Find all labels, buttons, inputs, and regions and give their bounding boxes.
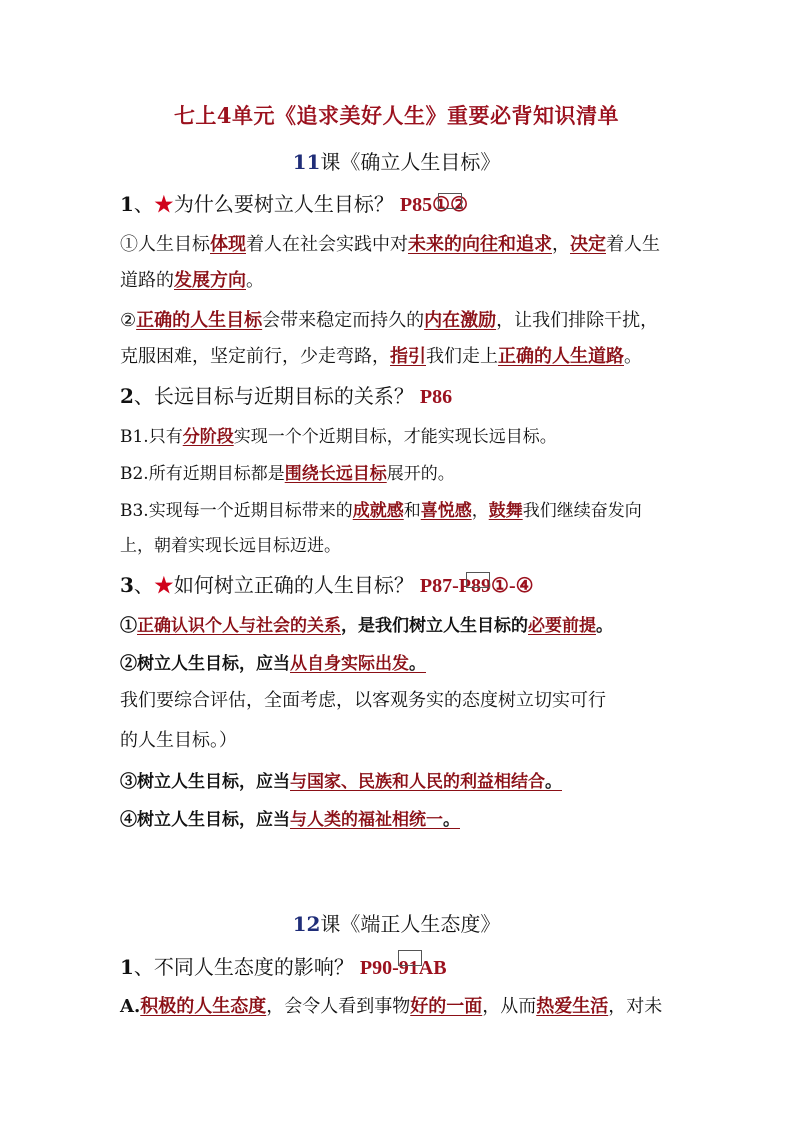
- page-reference: P90-91AB: [359, 957, 447, 979]
- text: ④树立人生目标，应当: [120, 810, 290, 830]
- answer-line: [120, 805, 460, 830]
- text: 和: [403, 501, 421, 521]
- key-term: 正确认识个人与社会的关系: [137, 616, 341, 636]
- answer-line: [120, 459, 455, 484]
- question-sep: 、: [133, 384, 154, 408]
- document-title: 七上4单元《追求美好人生》重要必背知识清单: [173, 103, 620, 128]
- text: B2.所有近期目标都是: [120, 464, 285, 484]
- question-text: 如何树立正确的人生目标？: [173, 573, 414, 597]
- edit-mark-box: [466, 572, 490, 588]
- text: ，是我们树立人生目标的: [341, 616, 528, 636]
- answer-line: [120, 422, 557, 447]
- text: ，从而: [482, 996, 537, 1017]
- text: 。: [596, 616, 613, 636]
- text: 。: [246, 270, 264, 291]
- question-sep: 、: [133, 573, 154, 597]
- key-term: 分阶段: [182, 427, 234, 447]
- answer-line: [120, 649, 426, 674]
- answer-line: [120, 992, 662, 1018]
- question-text: 不同人生态度的影响？: [153, 955, 354, 979]
- text: 着人在社会实践中对: [246, 234, 408, 255]
- text: B3.实现每一个近期目标带来的: [120, 501, 353, 521]
- key-term: 必要前提: [528, 616, 596, 636]
- key-term: 喜悦感: [420, 501, 472, 521]
- text: 我们继续奋发向: [522, 501, 642, 521]
- key-term: 指引: [390, 346, 426, 367]
- page-reference: P87-P89①-④: [419, 575, 534, 597]
- text: 道路的: [120, 270, 174, 291]
- page-reference: P85①②: [399, 194, 468, 216]
- key-term: 积极的人生态度: [140, 996, 267, 1017]
- question-sep: 、: [133, 955, 154, 979]
- key-term: 鼓舞: [488, 501, 523, 521]
- key-term: 成就感: [352, 501, 404, 521]
- text: 我们走上: [426, 346, 498, 367]
- text: 的人生目标。）: [120, 730, 237, 751]
- text: 上，朝着实现长远目标迈进。: [120, 536, 341, 556]
- text: ②: [120, 310, 137, 331]
- star-icon: ★: [153, 192, 174, 216]
- text: ，会令人看到事物: [266, 996, 411, 1017]
- text: 会带来稳定而持久的: [262, 310, 425, 331]
- text: B1.只有: [120, 427, 183, 447]
- key-term: 与人类的福祉相统一: [290, 810, 443, 830]
- text: 。: [545, 772, 562, 792]
- key-term: 与国家、民族和人民的利益相结合: [290, 772, 545, 792]
- text: 。: [624, 346, 642, 367]
- key-term: 体现: [210, 234, 246, 255]
- text: ③树立人生目标，应当: [120, 772, 290, 792]
- text: ，: [552, 234, 570, 255]
- answer-line: [120, 531, 341, 556]
- edit-mark-box: [398, 950, 422, 966]
- text: ①人生目标: [120, 234, 210, 255]
- lesson-12-title: 课《端正人生态度》: [320, 912, 501, 936]
- question-1: [120, 188, 468, 217]
- text: 。: [443, 810, 460, 830]
- key-term: 热爱生活: [536, 996, 609, 1017]
- lesson-11-heading: [0, 146, 793, 175]
- answer-line: [120, 306, 658, 332]
- answer-line: [120, 266, 264, 292]
- question-text: 为什么要树立人生目标？: [173, 192, 394, 216]
- text: ，让我们排除干扰，: [496, 310, 659, 331]
- key-term: 好的一面: [410, 996, 483, 1017]
- text: ②树立人生目标，应当: [120, 654, 290, 674]
- key-term: 发展方向: [174, 270, 246, 291]
- answer-line: [120, 686, 606, 712]
- answer-line: [120, 342, 642, 368]
- text: A.: [120, 996, 141, 1017]
- answer-line: [120, 726, 237, 752]
- page-reference: P86: [419, 386, 453, 408]
- text: 克服困难，坚定前行，少走弯路，: [120, 346, 390, 367]
- text: 。: [409, 654, 426, 674]
- edit-mark-box: [438, 193, 462, 209]
- answer-line: [120, 496, 642, 521]
- text: 展开的。: [386, 464, 455, 484]
- text: ①: [120, 616, 137, 636]
- key-term: 从自身实际出发: [290, 654, 409, 674]
- question-number: 3: [120, 573, 134, 597]
- text: 实现一个个近期目标，才能实现长远目标。: [233, 427, 557, 447]
- answer-line: [120, 611, 613, 636]
- key-term: 正确的人生道路: [498, 346, 624, 367]
- key-term: 正确的人生目标: [136, 310, 263, 331]
- question-number: 2: [120, 384, 134, 408]
- question-2: [120, 380, 452, 409]
- key-term: 未来的向往和追求: [408, 234, 552, 255]
- key-term: 内在激励: [424, 310, 497, 331]
- question-number: 1: [120, 192, 134, 216]
- text: 着人生: [606, 234, 660, 255]
- lesson-12-heading: [0, 908, 793, 937]
- question-sep: 、: [133, 192, 154, 216]
- lesson-11-title: 课《确立人生目标》: [320, 150, 501, 174]
- answer-line: [120, 230, 660, 256]
- text: 我们要综合评估，全面考虑，以客观务实的态度树立切实可行: [120, 690, 606, 711]
- key-term: 决定: [570, 234, 606, 255]
- question-text: 长远目标与近期目标的关系？: [153, 384, 414, 408]
- text: ，对未: [608, 996, 663, 1017]
- star-icon: ★: [153, 573, 174, 597]
- lesson-12-number: 12: [292, 912, 321, 936]
- text: ，: [471, 501, 489, 521]
- answer-line: [120, 767, 562, 792]
- key-term: 围绕长远目标: [284, 464, 387, 484]
- question-number: 1: [120, 955, 134, 979]
- lesson-11-number: 11: [292, 150, 321, 174]
